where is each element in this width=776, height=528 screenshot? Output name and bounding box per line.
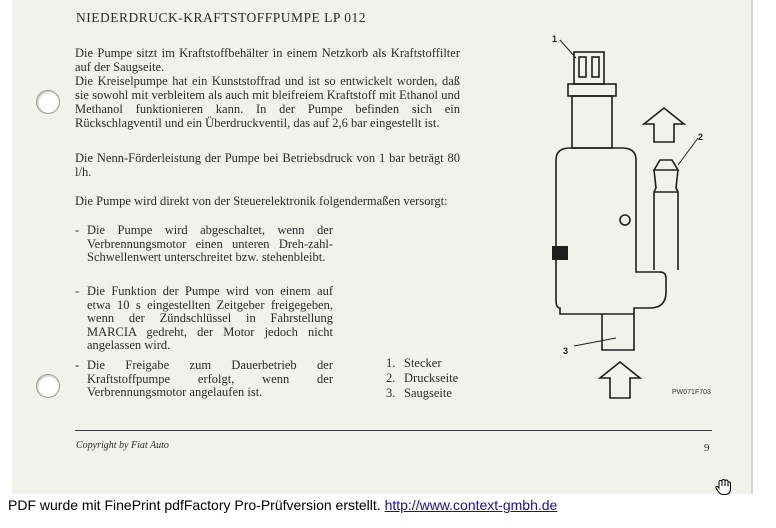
paragraph-location: Die Pumpe sitzt im Kraftstoffbehälter in einem Netzkorb als Kraftstoffilter auf der Saugseite. <box>75 46 460 74</box>
pump-neck <box>572 96 612 148</box>
callout-2: 2 <box>698 132 704 142</box>
callout-3: 3 <box>563 346 569 356</box>
list-item <box>75 285 333 353</box>
paragraph-supply: Die Pumpe wird direkt von der Steuerelektronik folgendermaßen versorgt: <box>75 194 448 208</box>
outlet-cap <box>654 160 678 170</box>
leader-line-1 <box>560 40 576 58</box>
pump-body <box>556 148 666 314</box>
inlet-sock <box>602 314 634 350</box>
page-title: NIEDERDRUCK-KRAFTSTOFFPUMPE LP 012 <box>76 10 367 25</box>
arrow-up-outlet <box>644 108 684 142</box>
figure-code: PW071F703 <box>672 389 711 396</box>
callout-1: 1 <box>552 34 558 44</box>
bullet-dash: - <box>75 284 80 298</box>
leader-line-3 <box>574 338 616 346</box>
connector-pin <box>579 57 586 77</box>
legend-number: 2. <box>386 371 396 385</box>
arrow-up-inlet <box>600 362 640 398</box>
legend-number: 1. <box>386 356 396 370</box>
outlet-tube-left <box>654 170 656 270</box>
punch-hole-bottom <box>36 374 60 398</box>
hand-cursor-icon <box>714 478 734 496</box>
page-number: 9 <box>704 442 710 454</box>
figure-legend <box>386 356 458 401</box>
outlet-tube-right <box>676 170 678 270</box>
legend-label: Saugseite <box>404 386 452 400</box>
legend-item <box>386 371 458 386</box>
bullet-dash: - <box>75 223 80 237</box>
list-item-text: Die Freigabe zum Dauerbetrieb der Kraftstoffpumpe erfolgt, wenn der Verbrennungsmotor angelaufen ist. <box>87 358 333 400</box>
punch-hole-top <box>36 90 60 114</box>
legend-label: Stecker <box>404 356 442 370</box>
notice-link[interactable]: http://www.context-gmbh.de <box>384 497 558 513</box>
connector-base <box>568 84 616 96</box>
manufacturer-logo <box>552 246 568 260</box>
page-edge <box>751 0 753 494</box>
copyright-note: Copyright by Fiat Auto <box>76 440 169 451</box>
body-rivet <box>620 215 630 225</box>
leader-line-2 <box>678 138 698 165</box>
pdf-creator-notice <box>8 497 557 513</box>
legend-number: 3. <box>386 386 396 400</box>
fuel-pump-diagram <box>530 20 730 410</box>
legend-item <box>386 386 458 401</box>
paragraph-capacity: Die Nenn-Förderleistung der Pumpe bei Betriebsdruck von 1 bar beträgt 80 l/h. <box>75 151 460 179</box>
list-item <box>75 359 333 400</box>
list-item <box>75 224 333 265</box>
bullet-dash: - <box>75 358 80 372</box>
connector-pin <box>592 57 599 77</box>
legend-item <box>386 356 458 371</box>
list-item-text: Die Funktion der Pumpe wird von einem auf etwa 10 s eingestellten Zeitgeber freigegeben, wenn der Zündschlüssel in Fahrstellung MARCIA gedreht, der Motor jedoch nicht angelassen wird. <box>87 284 333 353</box>
paragraph-description: Die Kreiselpumpe hat ein Kunststoffrad und ist so entwickelt worden, daß sie sowohl mit verbleitem als auch mit bleifreiem Kraftstoff mit Ethanol und Methanol funktionieren kann. In der Pumpe befinden sich ein Rückschlagventil und ein Überdruckventil, das auf 2,6 bar eingestellt ist. <box>75 74 460 130</box>
legend-label: Druckseite <box>404 371 459 385</box>
footer-divider <box>75 430 712 431</box>
notice-text: PDF wurde mit FinePrint pdfFactory Pro-Prüfversion erstellt. <box>8 497 381 513</box>
list-item-text: Die Pumpe wird abgeschaltet, wenn der Verbrennungsmotor einen unteren Dreh-zahl-Schwellenwert unterschreitet bzw. stehenbleibt. <box>87 223 333 265</box>
